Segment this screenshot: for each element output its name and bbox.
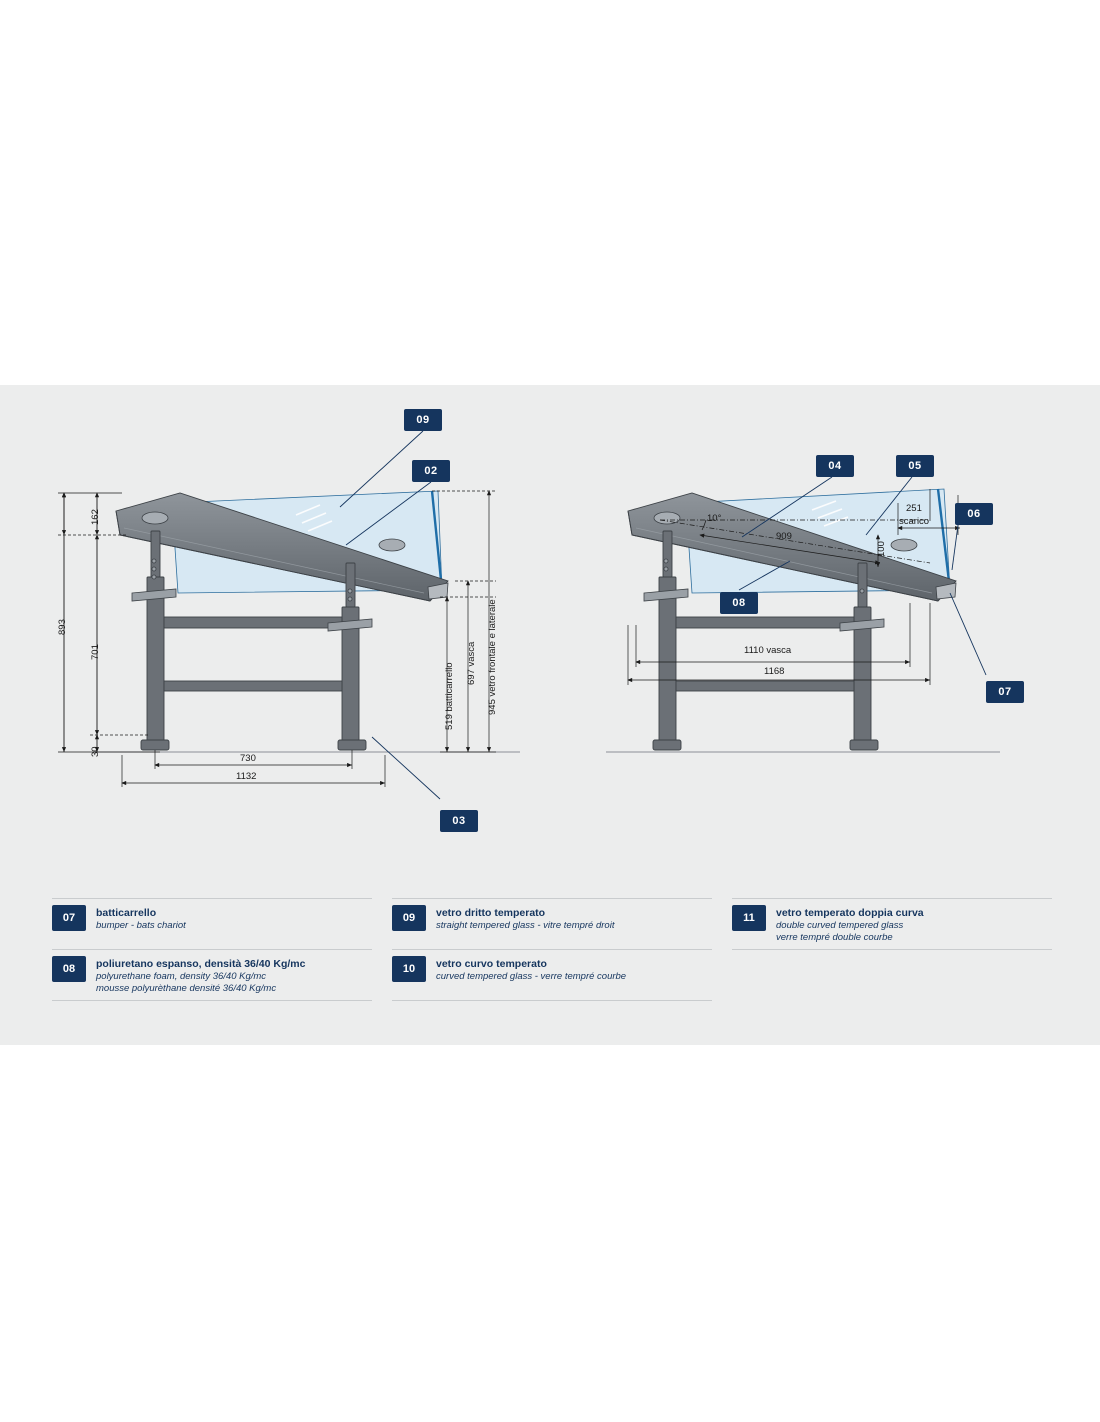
dim-519-batticarrello: 519 batticarrello xyxy=(444,662,455,730)
legend-label-tr-11-1: verre tempré double courbe xyxy=(776,931,893,943)
legend xyxy=(52,898,1052,1008)
legend-column-1 xyxy=(52,898,372,1001)
legend-label-tr-08-1: mousse polyurèthane densité 36/40 Kg/mc xyxy=(96,982,277,994)
right-elevation-view xyxy=(606,477,1000,752)
dim-909: 909 xyxy=(776,531,792,542)
dim-angle-10: 10° xyxy=(707,513,722,524)
dim-162: 162 xyxy=(90,509,101,525)
legend-number-07: 07 xyxy=(52,905,86,931)
dim-scarico: scarico xyxy=(899,516,930,527)
callout-04-right[interactable]: 04 xyxy=(816,455,854,477)
dim-251: 251 xyxy=(906,503,922,514)
legend-number-09: 09 xyxy=(392,905,426,931)
legend-label-it-09: vetro dritto temperato xyxy=(436,907,546,919)
callout-05-right[interactable]: 05 xyxy=(896,455,934,477)
dim-893: 893 xyxy=(57,619,68,635)
legend-number-11: 11 xyxy=(732,905,766,931)
legend-label-tr-08-0: polyurethane foam, density 36/40 Kg/mc xyxy=(96,971,267,982)
callout-02-left[interactable]: 02 xyxy=(412,460,450,482)
legend-item-09[interactable] xyxy=(392,898,712,949)
dim-701: 701 xyxy=(90,644,101,660)
dim-100: 100 xyxy=(876,541,887,557)
callout-03-left[interactable]: 03 xyxy=(440,810,478,832)
legend-column-3 xyxy=(732,898,1052,950)
legend-item-10[interactable] xyxy=(392,949,712,1001)
legend-label-it-11: vetro temperato doppia curva xyxy=(776,907,924,919)
dim-945-vetro: 945 vetro frontale e laterale xyxy=(487,599,498,715)
callout-06-right[interactable]: 06 xyxy=(955,503,993,525)
legend-label-it-08: poliuretano espanso, densità 36/40 Kg/mc xyxy=(96,958,306,970)
legend-label-tr-11-0: double curved tempered glass xyxy=(776,920,904,931)
legend-label-tr-07-0: bumper - bats chariot xyxy=(96,920,186,931)
legend-item-08[interactable] xyxy=(52,949,372,1001)
dim-730: 730 xyxy=(240,753,256,764)
legend-label-tr-09-0: straight tempered glass - vitre tempré droit xyxy=(436,920,615,931)
legend-label-it-10: vetro curvo temperato xyxy=(436,958,547,970)
legend-column-2 xyxy=(392,898,712,1001)
callout-09-left[interactable]: 09 xyxy=(404,409,442,431)
legend-number-08: 08 xyxy=(52,956,86,982)
callout-07-right[interactable]: 07 xyxy=(986,681,1024,703)
legend-number-10: 10 xyxy=(392,956,426,982)
dim-1168: 1168 xyxy=(764,666,785,677)
dim-1132: 1132 xyxy=(236,771,257,782)
dim-697-vasca: 697 vasca xyxy=(466,641,477,685)
legend-item-07[interactable] xyxy=(52,898,372,949)
legend-item-11[interactable] xyxy=(732,898,1052,950)
left-elevation-view xyxy=(58,431,520,799)
legend-label-it-07: batticarrello xyxy=(96,907,157,919)
dim-1110-vasca: 1110 vasca xyxy=(744,645,792,656)
legend-label-tr-10-0: curved tempered glass - verre tempré courbe xyxy=(436,971,627,982)
dim-30: 30 xyxy=(90,746,101,757)
callout-08-right[interactable]: 08 xyxy=(720,592,758,614)
